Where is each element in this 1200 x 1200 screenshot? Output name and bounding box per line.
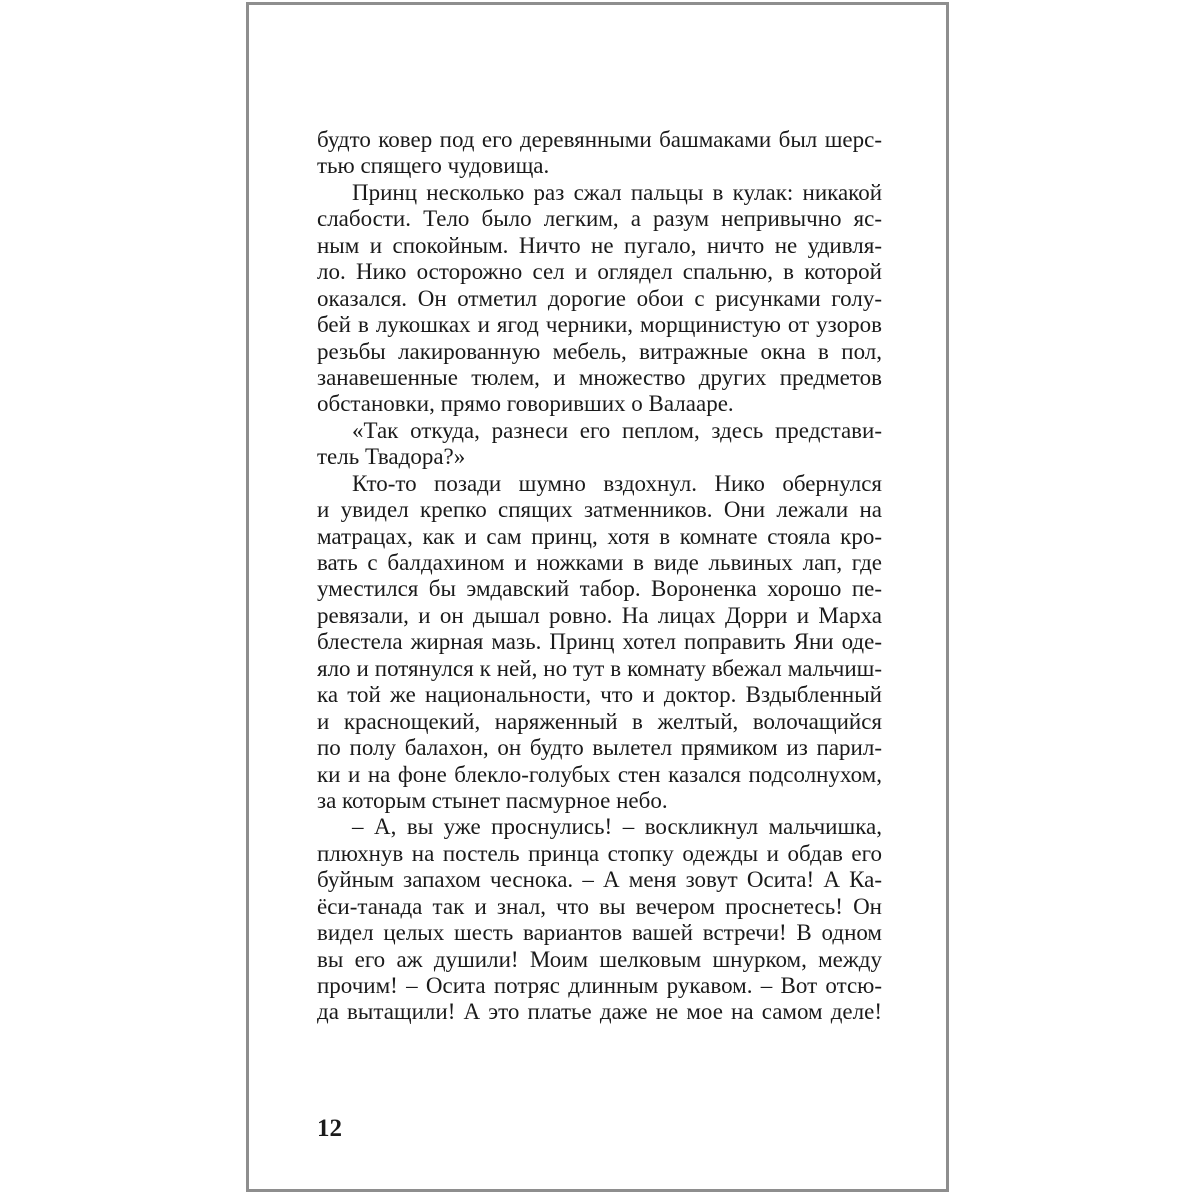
text-line: – А, вы уже проснулись! – воскликнул мальчишка, — [352, 814, 882, 840]
text-line: по полу балахон, он будто вылетел прямиком из парил- — [317, 735, 882, 761]
text-line: ным и спокойным. Ничто не пугало, ничто не удивля- — [317, 232, 882, 258]
text-line: вать с балдахином и ножками в виде львиных лап, где — [317, 550, 882, 575]
text-line: бей в лукошках и ягод черники, морщинистую от узоров — [317, 312, 882, 338]
text-line: плюхнув на постель принца стопку одежды и обдав его — [317, 840, 882, 866]
text-line: яло и потянулся к ней, но тут в комнату вбежал мальчиш- — [317, 655, 882, 681]
text-line: слабости. Тело было легким, а разум непривычно яс- — [317, 206, 882, 232]
text-line: резьбы лакированную мебель, витражные окна в пол, — [317, 338, 882, 364]
body-text — [317, 127, 882, 1026]
text-line: да вытащили! А это платье даже не мое на самом деле! — [317, 999, 882, 1025]
text-line: уместился бы эмдавский табор. Вороненка хорошо пе- — [317, 576, 882, 602]
text-line: матрацах, как и сам принц, хотя в комнате стояла кро- — [317, 523, 882, 549]
page-number: 12 — [317, 1115, 342, 1142]
text-line: за которым стынет пасмурное небо. — [317, 787, 668, 813]
text-line: блестела жирная мазь. Принц хотел поправить Яни оде- — [317, 629, 882, 655]
text-line: «Так откуда, разнеси его пеплом, здесь представи- — [352, 417, 882, 443]
text-line: Кто-то позади шумно вздохнул. Нико обернулся — [352, 470, 882, 496]
text-line: ло. Нико осторожно сел и оглядел спальню, в которой — [317, 259, 882, 285]
text-line: прочим! – Осита потряс длинным рукавом. – Вот отсю- — [317, 973, 882, 998]
text-line: будто ковер под его деревянными башмаками был шерс- — [317, 127, 882, 152]
text-line: ёси-танада так и знал, что вы вечером проснетесь! Он — [317, 893, 882, 919]
text-line: тью спящего чудовища. — [317, 153, 550, 179]
text-line: ки и на фоне блекло-голубых стен казался подсолнухом, — [317, 761, 882, 787]
text-line: оказался. Он отметил дорогие обои с рисунками голу- — [317, 285, 882, 311]
text-line: тель Твадора?» — [317, 444, 466, 470]
text-line: Принц несколько раз сжал пальцы в кулак: никакой — [352, 179, 882, 205]
text-line: и краснощекий, наряженный в желтый, волочащийся — [317, 708, 882, 734]
text-line: ревязали, и он дышал ровно. На лицах Дорри и Марха — [317, 602, 882, 628]
text-line: видел целых шесть вариантов вашей встречи! В одном — [317, 920, 882, 946]
text-line: и увидел крепко спящих затменников. Они лежали на — [317, 497, 882, 523]
text-line: занавешенные тюлем, и множество других предметов — [317, 364, 882, 390]
text-line: буйным запахом чеснока. – А меня зовут Осита! А Ка- — [317, 867, 882, 893]
text-line: вы его аж душили! Моим шелковым шнурком, между — [317, 946, 882, 972]
text-line: обстановки, прямо говоривших о Валааре. — [317, 391, 734, 417]
text-line: ка той же национальности, что и доктор. Вздыбленный — [317, 682, 882, 708]
